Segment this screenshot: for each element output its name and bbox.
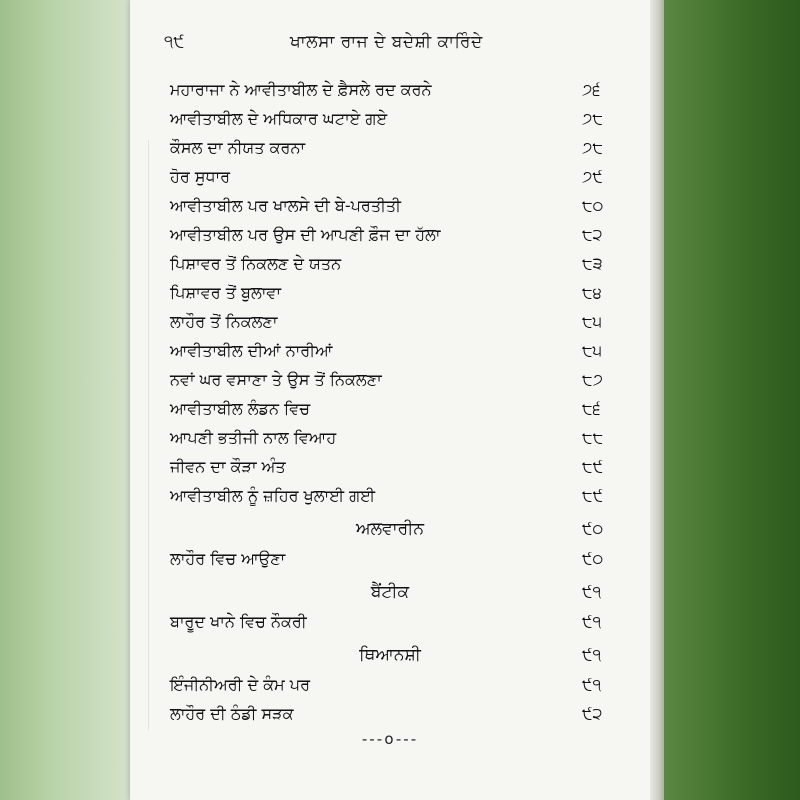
toc-entry	[130, 339, 650, 368]
toc-entry-page: ੭੯	[582, 167, 603, 186]
section-heading-title: ਅਲਵਾਰੀਨ	[356, 519, 424, 539]
toc-entry-page: ੮੨	[582, 225, 603, 244]
toc-entry-title: ਆਵੀਤਾਬੀਲ ਪਰ ਉਸ ਦੀ ਆਪਣੀ ਫ਼ੌਜ ਦਾ ਹੱਲਾ	[170, 225, 441, 244]
toc-entry	[130, 397, 650, 426]
toc-entry-title: ਨਵਾਂ ਘਰ ਵਸਾਣਾ ਤੇ ਉਸ ਤੋਂ ਨਿਕਲਣਾ	[170, 370, 382, 389]
table-of-contents	[130, 78, 650, 731]
section-heading	[130, 576, 650, 610]
toc-entry-title: ਆਵੀਤਾਬੀਲ ਪਰ ਖਾਲਸੇ ਦੀ ਬੇ-ਪਰਤੀਤੀ	[170, 196, 401, 215]
toc-entry-title: ਜੀਵਨ ਦਾ ਕੌੜਾ ਅੰਤ	[170, 457, 286, 476]
toc-entry-title: ਆਵੀਤਾਬੀਲ ਦੇ ਅਧਿਕਾਰ ਘਟਾਏ ਗਏ	[170, 109, 388, 128]
page-number: ੧੯	[164, 32, 185, 52]
toc-entry-page: ੮੪	[582, 283, 602, 302]
toc-entry-title: ਆਪਣੀ ਭਤੀਜੀ ਨਾਲ ਵਿਆਹ	[170, 428, 337, 447]
section-heading-page: ੯੧	[582, 645, 602, 664]
book-page	[130, 0, 650, 800]
toc-entry-page: ੮੭	[582, 370, 603, 389]
toc-entry	[130, 310, 650, 339]
toc-entry-title: ਆਵੀਤਾਬੀਲ ਨੂੰ ਜ਼ਹਿਰ ਖੁਲਾਈ ਗਈ	[170, 486, 376, 505]
toc-entry-page: ੮੮	[582, 428, 604, 447]
background-right	[660, 0, 800, 800]
section-heading-page: ੯੦	[582, 519, 604, 538]
toc-entry-page: ੯੨	[582, 704, 603, 723]
toc-entry-page: ੮੦	[582, 196, 604, 215]
toc-entry-title: ਲਾਹੌਰ ਦੀ ਠੰਡੀ ਸੜਕ	[170, 704, 294, 723]
toc-entry-title: ਪਿਸ਼ਾਵਰ ਤੋਂ ਨਿਕਲਣ ਦੇ ਯਤਨ	[170, 254, 342, 273]
toc-entry	[130, 223, 650, 252]
running-title: ਖਾਲਸਾ ਰਾਜ ਦੇ ਬਦੇਸ਼ੀ ਕਾਰਿੰਦੇ	[290, 32, 483, 52]
toc-entry-page: ੮੯	[582, 457, 604, 476]
toc-entry	[130, 252, 650, 281]
toc-entry	[130, 610, 650, 639]
toc-entry	[130, 702, 650, 731]
section-heading-page: ੯੧	[582, 582, 602, 601]
toc-entry-title: ਮਹਾਰਾਜਾ ਨੇ ਆਵੀਤਾਬੀਲ ਦੇ ਫ਼ੈਸਲੇ ਰਦ ਕਰਨੇ	[170, 80, 432, 99]
toc-entry	[130, 547, 650, 576]
toc-entry-title: ਆਵੀਤਾਬੀਲ ਦੀਆਂ ਨਾਰੀਆਂ	[170, 341, 333, 360]
toc-entry-page: ੯੦	[582, 549, 604, 568]
section-heading-title: ਥਿਆਨਸ਼ੀ	[359, 645, 421, 665]
toc-entry-title: ਲਾਹੌਰ ਤੋਂ ਨਿਕਲਣਾ	[170, 312, 278, 331]
toc-entry-title: ਪਿਸ਼ਾਵਰ ਤੋਂ ਬੁਲਾਵਾ	[170, 283, 282, 302]
toc-entry-title: ਕੌਸਲ ਦਾ ਨੀਯਤ ਕਰਨਾ	[170, 138, 306, 157]
end-ornament: ---o---	[361, 730, 419, 748]
toc-entry	[130, 484, 650, 513]
section-heading	[130, 639, 650, 673]
toc-entry-title: ਹੋਰ ਸੁਧਾਰ	[170, 167, 231, 186]
toc-entry	[130, 281, 650, 310]
page-header	[130, 32, 650, 58]
section-heading	[130, 513, 650, 547]
toc-entry-page: ੮੫	[582, 341, 603, 360]
page-edge	[650, 0, 664, 800]
toc-entry	[130, 368, 650, 397]
toc-entry-page: ੭੮	[582, 109, 603, 128]
toc-entry-title: ਲਾਹੌਰ ਵਿਚ ਆਉਣਾ	[170, 549, 286, 568]
toc-entry	[130, 426, 650, 455]
toc-entry-page: ੮੬	[582, 399, 601, 418]
toc-entry-page: ੯੧	[582, 675, 602, 694]
toc-entry	[130, 136, 650, 165]
toc-entry	[130, 107, 650, 136]
toc-entry	[130, 673, 650, 702]
section-heading-title: ਬੈਂਟੀਕ	[370, 582, 410, 602]
toc-entry-page: ੭੬	[582, 80, 601, 99]
toc-entry-page: ੯੧	[582, 612, 602, 631]
toc-entry-page: ੮੩	[582, 254, 603, 273]
toc-entry-title: ਆਵੀਤਾਬੀਲ ਲੰਡਨ ਵਿਚ	[170, 399, 311, 418]
toc-entry-page: ੮੯	[582, 486, 604, 505]
toc-entry	[130, 78, 650, 107]
toc-entry-title: ਇੰਜੀਨੀਅਰੀ ਦੇ ਕੰਮ ਪਰ	[170, 675, 311, 694]
toc-entry	[130, 455, 650, 484]
toc-entry-page: ੭੮	[582, 138, 603, 157]
toc-entry	[130, 194, 650, 223]
toc-entry	[130, 165, 650, 194]
toc-entry-page: ੮੫	[582, 312, 603, 331]
background-left	[0, 0, 130, 800]
toc-entry-title: ਬਾਰੂਦ ਖਾਨੇ ਵਿਚ ਨੌਕਰੀ	[170, 612, 307, 631]
